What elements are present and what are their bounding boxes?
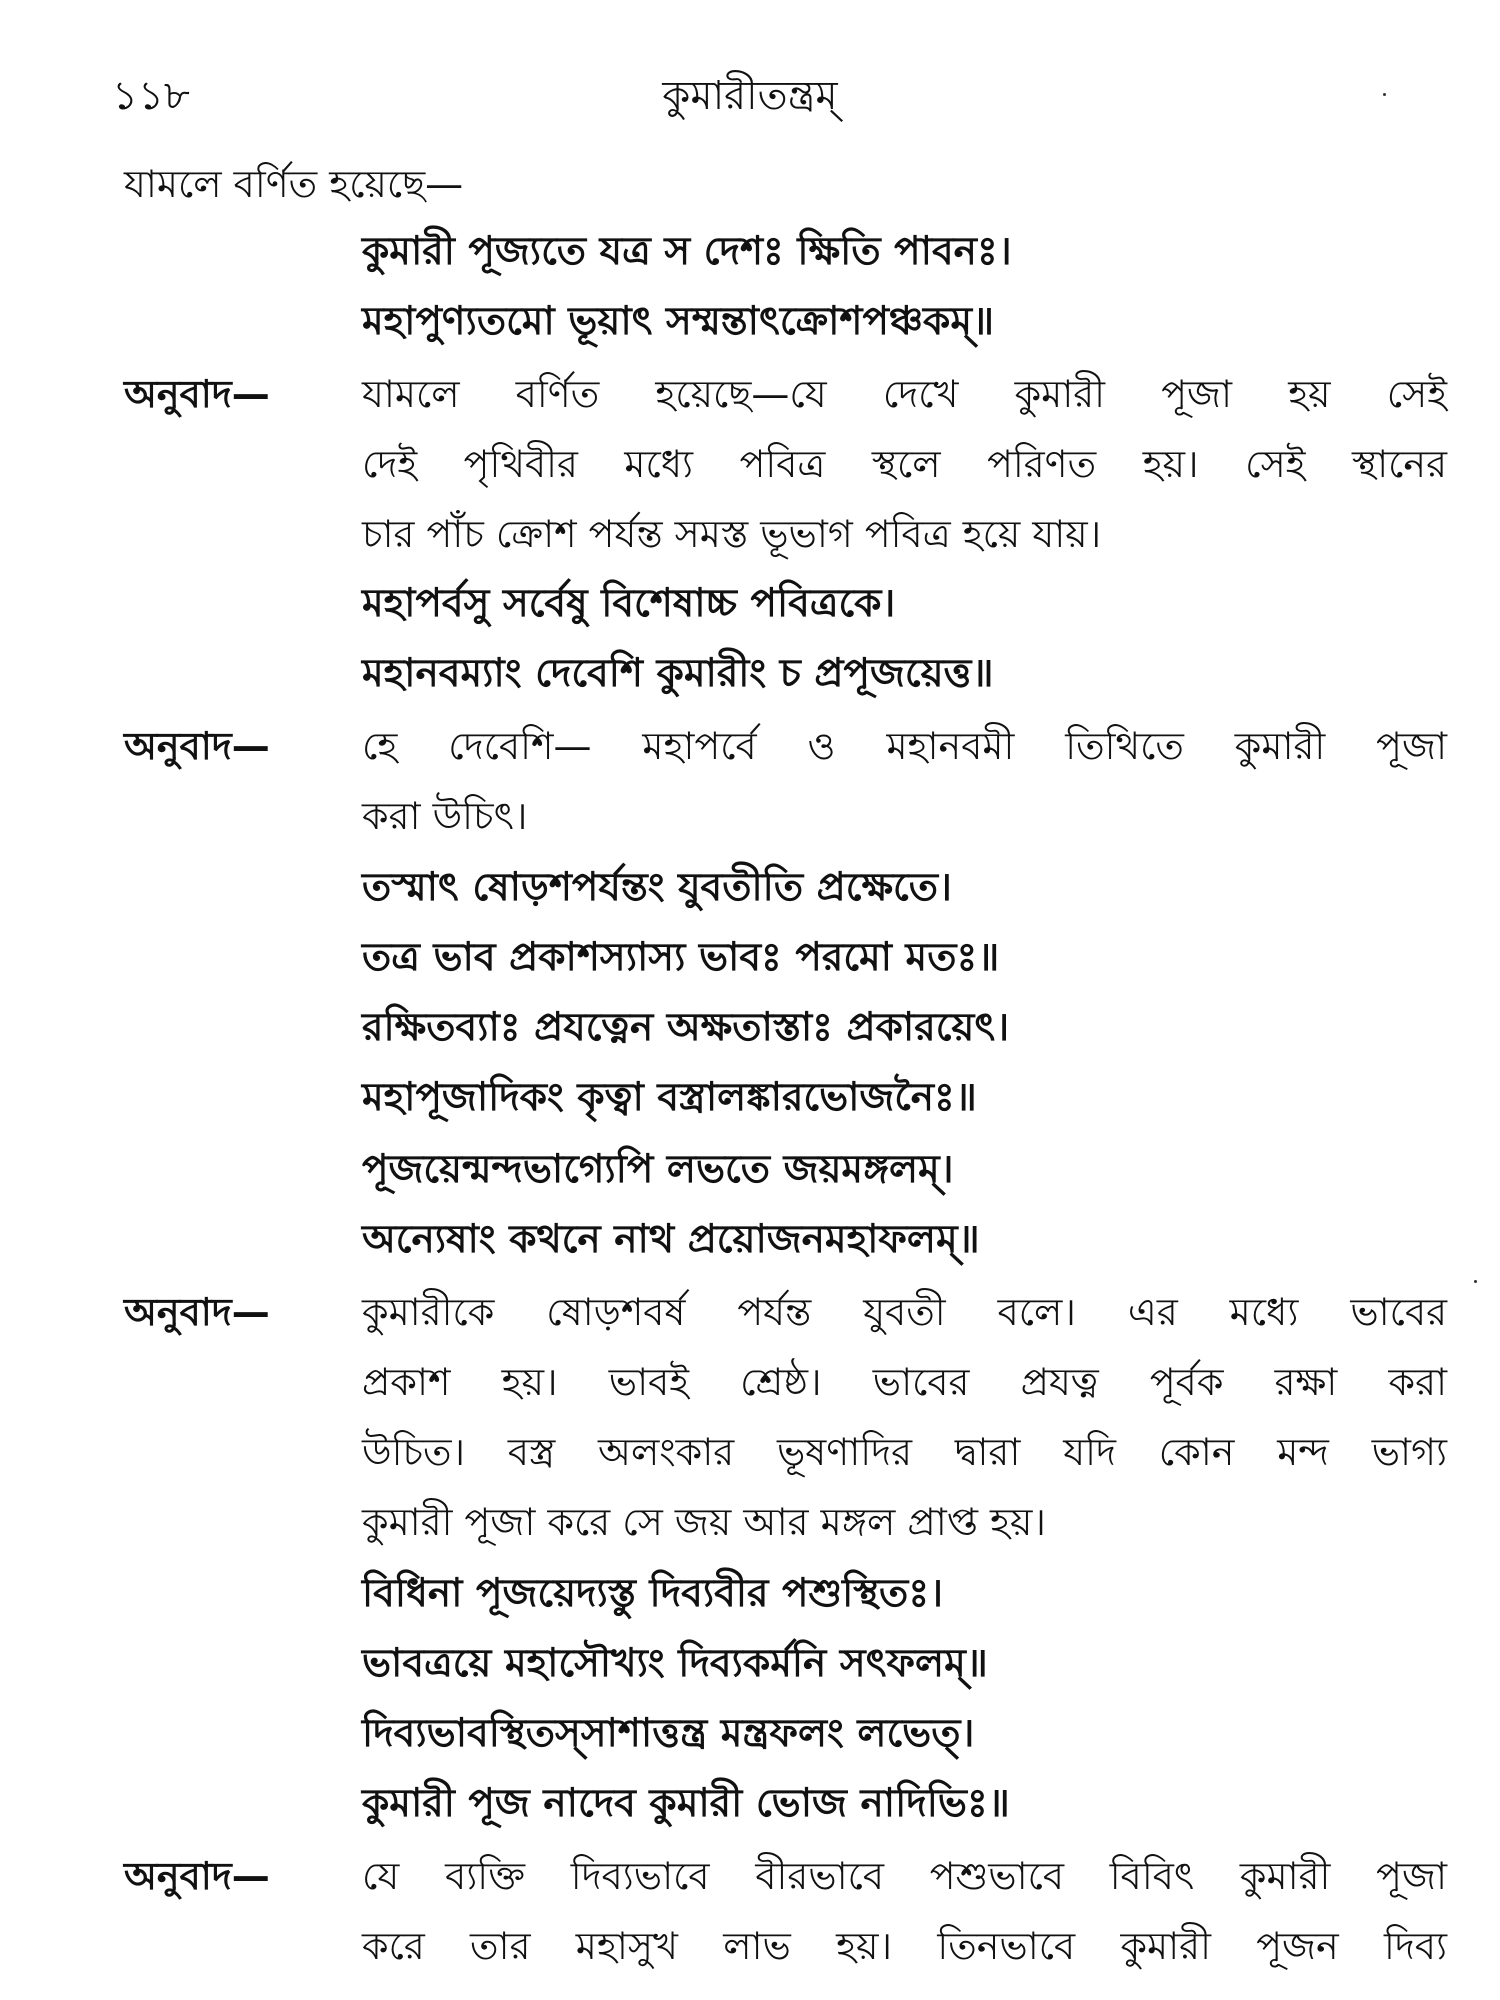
running-title: কুমারীতন্ত্রম্ xyxy=(662,73,838,119)
verse-line: বিধিনা পূজয়েদ্যস্তু দিব্যবীর পশুস্থিতঃ। xyxy=(362,1571,944,1616)
translation-line: যে ব্যক্তি দিব্যভাবে বীরভাবে পশুভাবে বিবিৎ কুমারী পূজা xyxy=(362,1854,1447,1898)
scan-speck xyxy=(1474,1280,1477,1283)
verse-line: তস্মাৎ ষোড়শপর্যন্তং যুবতীতি প্রক্ষেতে। xyxy=(362,865,952,910)
verse-line: ভাবত্রয়ে মহাসৌখ্যং দিব্যকর্মনি সৎফলম্॥ xyxy=(362,1641,988,1686)
verse-line: রক্ষিতব্যাঃ প্রযত্নেন অক্ষতাস্তাঃ প্রকারয়েৎ। xyxy=(362,1005,1010,1050)
verse-line: মহাপূজাদিকং কৃত্বা বস্ত্রালঙ্কারভোজনৈঃ॥ xyxy=(362,1075,977,1120)
translation-line: দেই পৃথিবীর মধ্যে পবিত্র স্থলে পরিণত হয়। সেই স্থানের xyxy=(362,442,1447,486)
verse-line: মহানবম্যাং দেবেশি কুমারীং চ প্রপূজয়েত্ত॥ xyxy=(362,651,994,696)
verse-line: মহাপর্বসু সর্বেষু বিশেষাচ্চ পবিত্রকে। xyxy=(362,581,896,626)
verse-line: কুমারী পূজ নাদেব কুমারী ভোজ নাদিভিঃ॥ xyxy=(362,1781,1010,1826)
translation-line: যামলে বর্ণিত হয়েছে—যে দেখে কুমারী পূজা হয় সেই xyxy=(362,372,1447,416)
translation-line: কুমারী পূজা করে সে জয় আর মঙ্গল প্রাপ্ত হয়। xyxy=(362,1500,1046,1544)
verse-line: মহাপুণ্যতমো ভূয়াৎ সম্মন্তাৎক্রোশপঞ্চকম্॥ xyxy=(362,299,995,344)
verse-line: দিব্যভাবস্থিতস্সাশাত্তন্ত্র মন্ত্রফলং লভেত্। xyxy=(362,1711,975,1756)
verse-line: পূজয়েন্মন্দভাগ্যেপি লভতে জয়মঙ্গলম্। xyxy=(362,1147,954,1192)
translation-label: অনুবাদ— xyxy=(124,372,270,416)
translation-line: হে দেবেশি— মহাপর্বে ও মহানবমী তিথিতে কুমারী পূজা xyxy=(362,724,1447,768)
translation-label: অনুবাদ— xyxy=(124,1854,270,1898)
translation-line: চার পাঁচ ক্রোশ পর্যন্ত সমস্ত ভূভাগ পবিত্র হয়ে যায়। xyxy=(362,512,1102,556)
translation-line: করা উচিৎ। xyxy=(362,794,528,838)
translation-line: উচিত। বস্ত্র অলংকার ভূষণাদির দ্বারা যদি কোন মন্দ ভাগ্য xyxy=(362,1430,1447,1474)
verse-line: কুমারী পূজ্যতে যত্র স দেশঃ ক্ষিতি পাবনঃ। xyxy=(362,229,1012,274)
intro-line: যামলে বর্ণিত হয়েছে— xyxy=(124,162,464,206)
translation-line: করে তার মহাসুখ লাভ হয়। তিনভাবে কুমারী পূজন দিব্য xyxy=(362,1924,1447,1968)
translation-line: কুমারীকে ষোড়শবর্ষ পর্যন্ত যুবতী বলে। এর মধ্যে ভাবের xyxy=(362,1290,1447,1334)
translation-label: অনুবাদ— xyxy=(124,1290,270,1334)
verse-line: অন্যেষাং কথনে নাথ প্রয়োজনমহাফলম্॥ xyxy=(362,1217,980,1262)
translation-line: প্রকাশ হয়। ভাবই শ্রেষ্ঠ। ভাবের প্রযত্ন পূর্বক রক্ষা করা xyxy=(362,1360,1447,1404)
page-number: ১১৮ xyxy=(112,73,190,119)
translation-label: অনুবাদ— xyxy=(124,724,270,768)
scan-speck xyxy=(1383,93,1386,96)
verse-line: তত্র ভাব প্রকাশস্যাস্য ভাবঃ পরমো মতঃ॥ xyxy=(362,935,1000,980)
page-header xyxy=(0,64,1500,124)
